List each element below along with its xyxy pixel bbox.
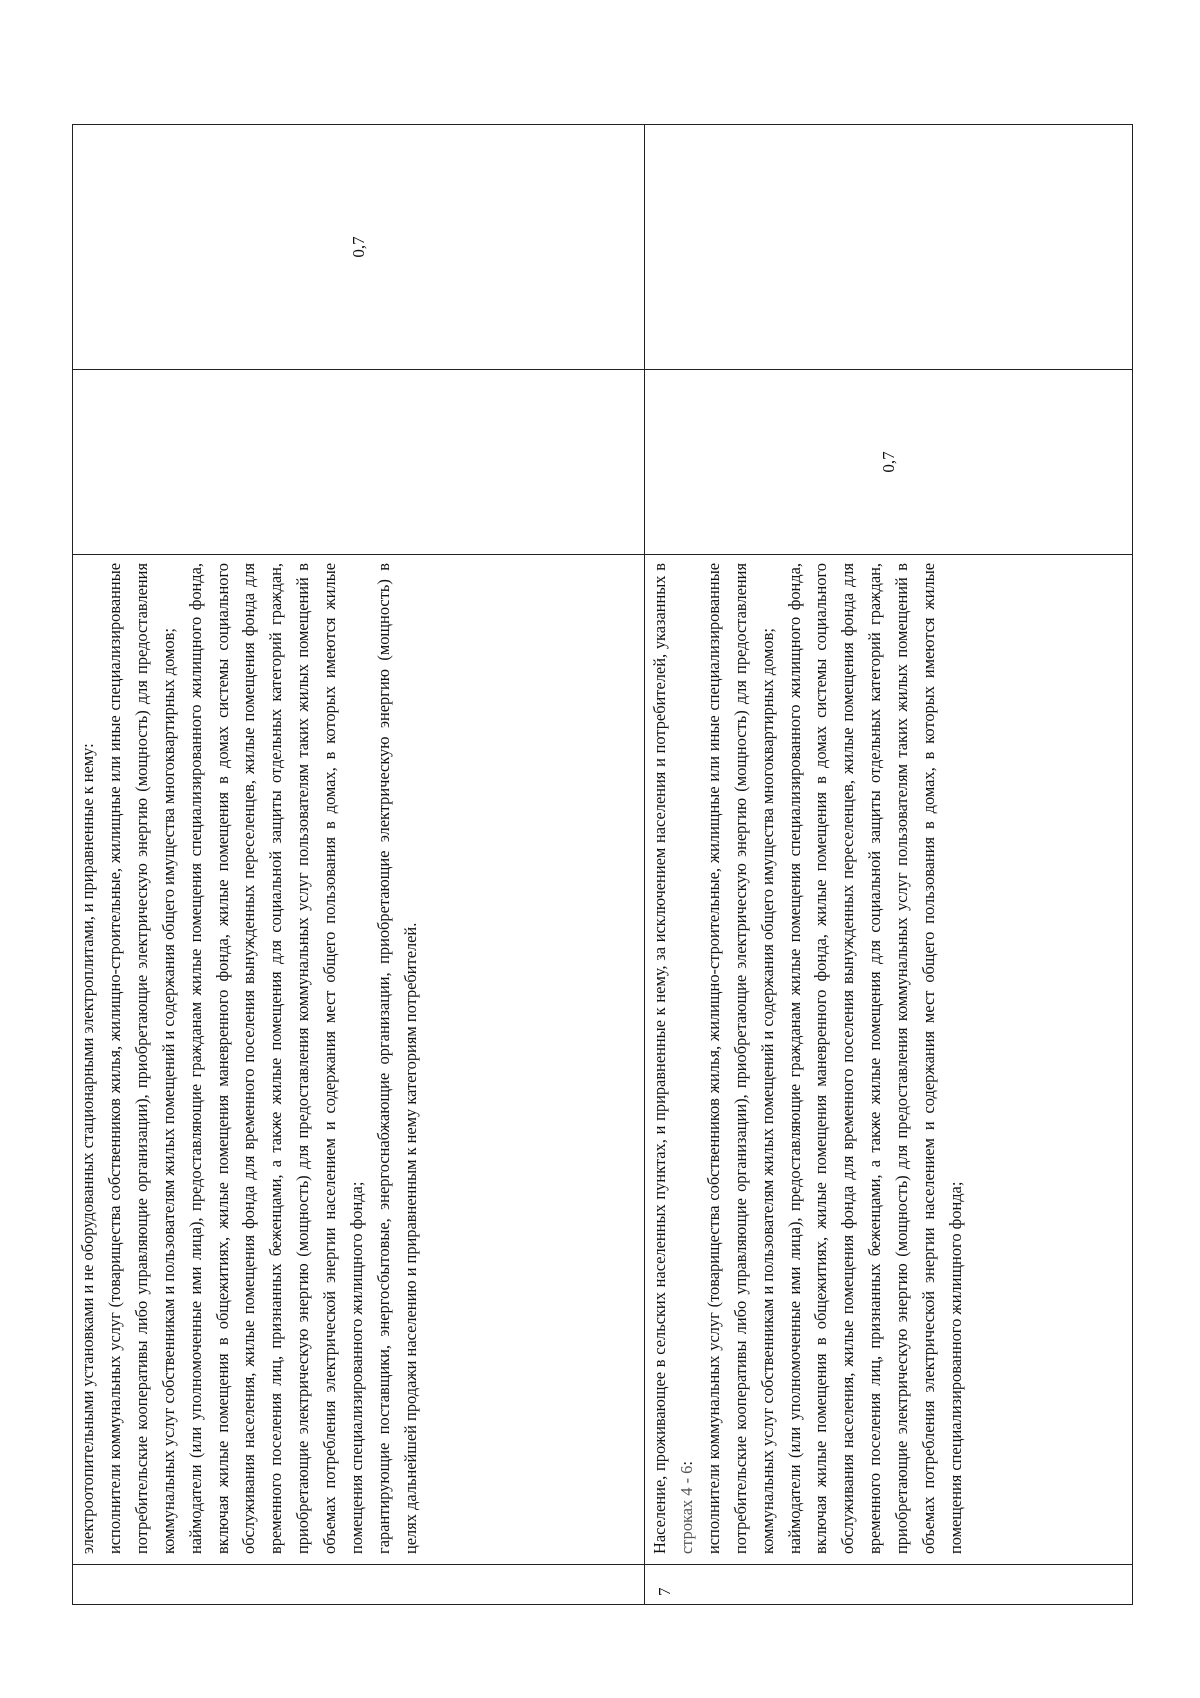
description-paragraph: наймодатели (или уполномоченные ими лица), предоставляющие гражданам жилые помещения специализированного жилищного фонда, включая жилые помещения в общежитиях, жилые помещения маневренного фонда, жилые помещения в домах системы социального обслуживания населения, жилые помещения фонда для временного поселения вынужденных переселенцев, жилые помещения фонда для временного поселения лиц, признанных беженцами, а также жилые помещения для социальной защиты отдельных категорий граждан, приобретающие электрическую энергию (мощность) для предоставления коммунальных услуг пользователям таких жилых помещений в объемах потребления электрической энергии населением и содержания мест общего пользования в домах, в которых имеются жилые помещения специализированного жилищного фонда; (185, 563, 367, 1554)
table-row (73, 125, 645, 1605)
row-description (73, 555, 645, 1565)
value-cell-2: 0,7 (73, 125, 645, 370)
row-description (645, 555, 1133, 1565)
rotated-page (72, 125, 1132, 1605)
table-row (645, 125, 1133, 1605)
description-paragraph: исполнители коммунальных услуг (товарищества собственников жилья, жилищно-строительные, жилищные или иные специализированные потребительские кооперативы либо управляющие организации), приобретающие электрическую энергию (мощность) для предоставления коммунальных услуг собственникам и пользователям жилых помещений и содержания общего имущества многоквартирных домов; (703, 563, 777, 1554)
description-paragraph: наймодатели (или уполномоченные ими лица), предоставляющие гражданам жилые помещения специализированного жилищного фонда, включая жилые помещения в общежитиях, жилые помещения маневренного фонда, жилые помещения в домах системы социального обслуживания населения, жилые помещения фонда для временного поселения вынужденных переселенцев, жилые помещения фонда для временного поселения лиц, признанных беженцами, а также жилые помещения для социальной защиты отдельных категорий граждан, приобретающие электрическую энергию (мощность) для предоставления коммунальных услуг пользователям таких жилых помещений в объемах потребления электрической энергии населением и содержания мест общего пользования в домах, в которых имеются жилые помещения специализированного жилищного фонда; (784, 563, 965, 1554)
row-number: 7 (645, 1565, 1133, 1605)
value-cell-2 (645, 125, 1133, 370)
description-paragraph: исполнители коммунальных услуг (товарищества собственников жилья, жилищно-строительные, жилищные или иные специализированные потребительские кооперативы либо управляющие организации), приобретающие электрическую энергию (мощность) для предоставления коммунальных услуг собственникам и пользователям жилых помещений и содержания общего имущества многоквартирных домов; (104, 563, 178, 1554)
intro-end: : (676, 1461, 696, 1466)
description-paragraph: электроотопительными установками и не оборудованных стационарными электроплитами, и приравненные к нему: (78, 743, 97, 1554)
value-cell-1 (73, 370, 645, 555)
row-number (73, 1565, 645, 1605)
description-paragraph: гарантирующие поставщики, энергосбытовые, энергоснабжающие организации, приобретающие электрическую энергию (мощность) в целях дальнейшей продажи населению и приравненным к нему категориям потребителей. (373, 563, 420, 1554)
value-cell-1: 0,7 (645, 370, 1133, 555)
description-intro (647, 563, 701, 1554)
tariff-table (72, 124, 1133, 1605)
intro-text: Население, проживающее в сельских населенных пунктах, и приравненные к нему, за исключением населения и потребителей, указанных в (650, 563, 669, 1554)
rows-reference-link[interactable]: строках 4 - 6 (676, 1465, 696, 1554)
